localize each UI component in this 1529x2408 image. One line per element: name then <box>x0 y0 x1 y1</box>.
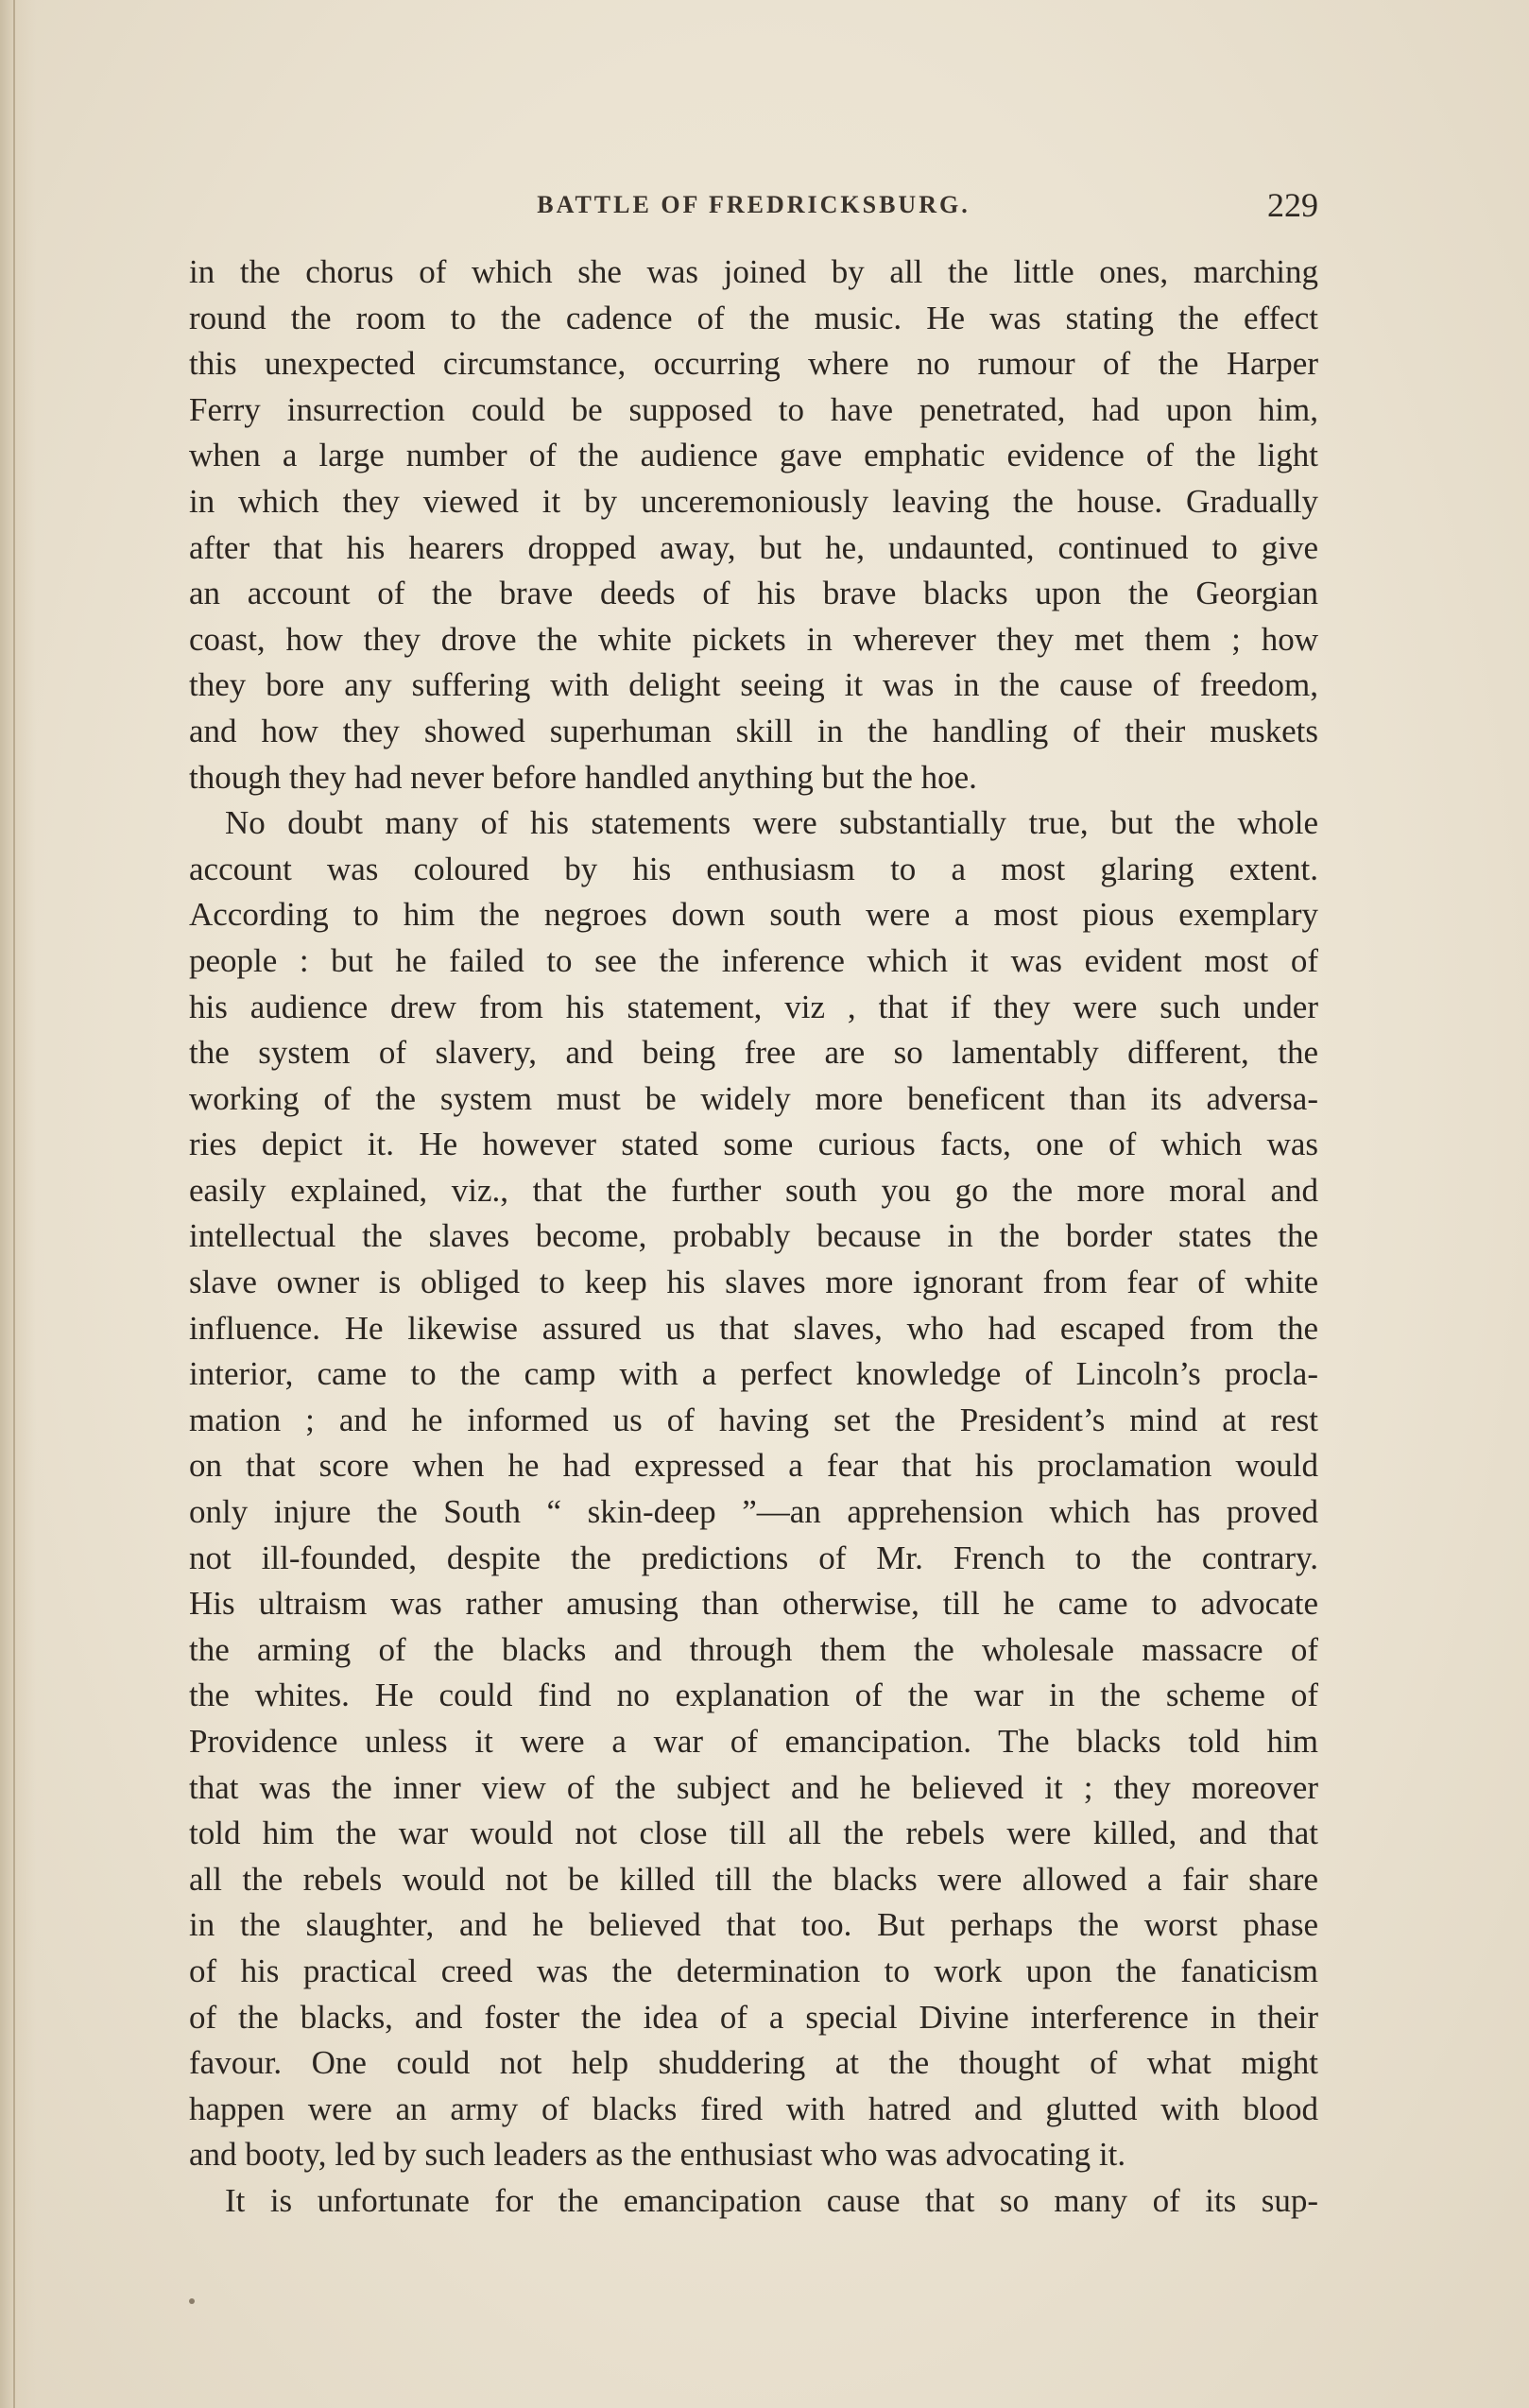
paragraph <box>189 800 1318 2178</box>
text-line: and booty, led by such leaders as the enthusiast who was advocating it. <box>189 2136 1126 2174</box>
text-line: the whites. He could find no explanation of the war in the scheme of <box>189 1677 1318 1714</box>
text-line: round the room to the cadence of the music. He was stating the effect <box>189 299 1318 336</box>
text-line: and how they showed superhuman skill in the handling of their muskets <box>189 712 1318 749</box>
paragraph <box>189 249 1318 800</box>
text-line: happen were an army of blacks fired with hatred and glutted with blood <box>189 2090 1318 2127</box>
text-line: that was the inner view of the subject and he believed it ; they moreover <box>189 1768 1318 1806</box>
running-head <box>189 185 1318 231</box>
text-line: people : but he failed to see the inference which it was evident most of <box>189 941 1318 979</box>
text-line: slave owner is obliged to keep his slaves more ignorant from fear of white <box>189 1264 1318 1301</box>
text-line: Ferry insurrection could be supposed to have penetrated, had upon him, <box>189 390 1318 428</box>
text-line: account was coloured by his enthusiasm to a most glaring extent. <box>189 850 1318 887</box>
text-line: the system of slavery, and being free are so lamentably different, the <box>189 1034 1318 1072</box>
text-line: His ultraism was rather amusing than otherwise, till he came to advocate <box>189 1585 1318 1623</box>
text-line: No doubt many of his statements were substantially true, but the whole <box>225 804 1318 842</box>
text-line: when a large number of the audience gave emphatic evidence of the light <box>189 437 1318 474</box>
text-line: on that score when he had expressed a fear that his proclamation would <box>189 1447 1318 1485</box>
text-line: easily explained, viz., that the further south you go the more moral and <box>189 1171 1318 1209</box>
text-line: after that his hearers dropped away, but he, undaunted, continued to give <box>189 528 1318 566</box>
text-line: favour. One could not help shuddering at the thought of what might <box>189 2044 1318 2082</box>
text-line: of the blacks, and foster the idea of a special Divine interference in their <box>189 1998 1318 2036</box>
text-line: mation ; and he informed us of having set the President’s mind at rest <box>189 1401 1318 1438</box>
text-line: in which they viewed it by unceremoniously leaving the house. Gradually <box>189 482 1318 520</box>
text-line: According to him the negroes down south were a most pious exemplary <box>189 896 1318 934</box>
text-line: this unexpected circumstance, occurring where no rumour of the Harper <box>189 345 1318 383</box>
text-line: an account of the brave deeds of his brave blacks upon the Georgian <box>189 575 1318 612</box>
text-line: his audience drew from his statement, viz , that if they were such under <box>189 988 1318 1025</box>
text-line: all the rebels would not be killed till the blacks were allowed a fair share <box>189 1860 1318 1898</box>
text-line: ries depict it. He however stated some curious facts, one of which was <box>189 1126 1318 1163</box>
text-line: influence. He likewise assured us that slaves, who had escaped from the <box>189 1309 1318 1347</box>
text-line: in the slaughter, and he believed that too. But perhaps the worst phase <box>189 1906 1318 1944</box>
text-line: in the chorus of which she was joined by all the little ones, marching <box>189 253 1318 290</box>
text-line: intellectual the slaves become, probably because in the border states the <box>189 1217 1318 1255</box>
text-line: told him the war would not close till all the rebels were killed, and that <box>189 1815 1318 1852</box>
spine-edge <box>13 0 15 2408</box>
text-line: Providence unless it were a war of emancipation. The blacks told him <box>189 1723 1318 1760</box>
text-line: It is unfortunate for the emancipation cause that so many of its sup- <box>225 2181 1318 2219</box>
text-line: working of the system must be widely more beneficent than its adversa- <box>189 1079 1318 1117</box>
text-line: they bore any suffering with delight seeing it was in the cause of freedom, <box>189 666 1318 704</box>
margin-dot <box>189 2298 195 2304</box>
running-head-title: BATTLE OF FREDRICKSBURG. <box>537 191 971 218</box>
page-number: 229 <box>1267 186 1318 224</box>
text-line: not ill-founded, despite the predictions of Mr. French to the contrary. <box>189 1539 1318 1576</box>
text-line: the arming of the blacks and through them the wholesale massacre of <box>189 1630 1318 1668</box>
body-text <box>189 249 1318 2225</box>
text-line: only injure the South “ skin-deep ”—an apprehension which has proved <box>189 1493 1318 1531</box>
text-line: though they had never before handled anything but the hoe. <box>189 758 977 796</box>
paragraph <box>189 2178 1318 2225</box>
text-line: interior, came to the camp with a perfect knowledge of Lincoln’s procla- <box>189 1355 1318 1393</box>
spine-shadow <box>0 0 36 2408</box>
text-line: of his practical creed was the determination to work upon the fanaticism <box>189 1952 1318 1989</box>
text-line: coast, how they drove the white pickets in wherever they met them ; how <box>189 620 1318 658</box>
